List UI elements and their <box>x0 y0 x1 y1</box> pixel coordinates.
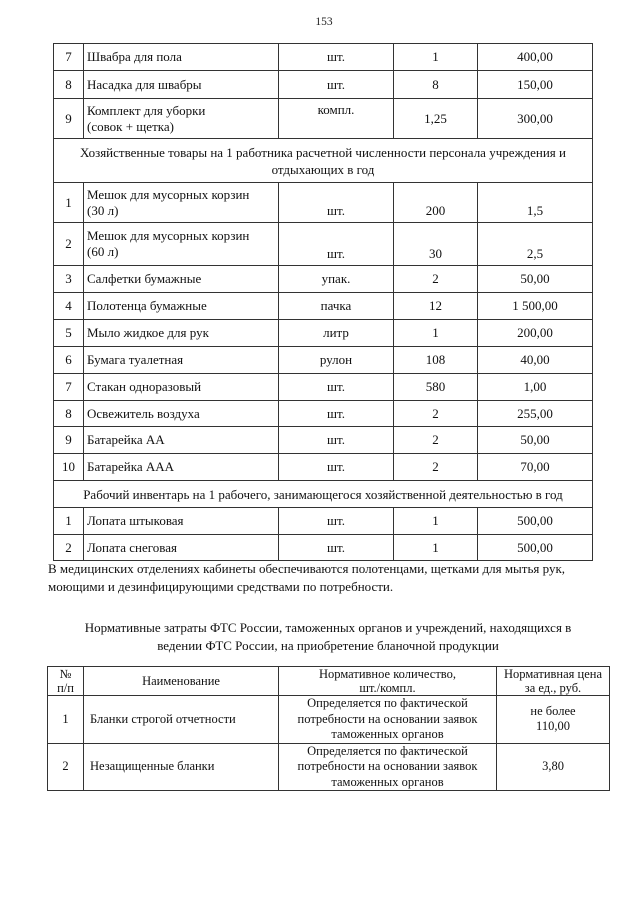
table-row <box>54 71 593 99</box>
header-qty <box>279 667 497 696</box>
cell-unit: шт. <box>279 374 394 401</box>
cell-price: 500,00 <box>478 535 593 561</box>
cell-qty: 8 <box>394 71 478 99</box>
cell-price <box>497 743 610 791</box>
cell-num: 6 <box>54 347 84 374</box>
cell-qty: 30 <box>394 223 478 266</box>
header-line: Нормативное количество, <box>318 667 456 681</box>
cell-name: Насадка для швабры <box>84 71 279 99</box>
cell-qty: 1 <box>394 535 478 561</box>
cell-price: 255,00 <box>478 401 593 427</box>
header-num <box>48 667 84 696</box>
cell-num: 1 <box>54 508 84 535</box>
cell-name: Салфетки бумажные <box>84 266 279 293</box>
cell-num: 5 <box>54 320 84 347</box>
cell-unit: литр <box>279 320 394 347</box>
cell-num: 8 <box>54 71 84 99</box>
header-line: п/п <box>57 681 74 695</box>
cell-qty: 580 <box>394 374 478 401</box>
cell-name: Швабра для пола <box>84 44 279 71</box>
cell-unit: шт. <box>279 535 394 561</box>
forms-table-title <box>47 619 609 655</box>
table-row <box>48 743 610 791</box>
cell-qty: 108 <box>394 347 478 374</box>
cell-price: 70,00 <box>478 454 593 481</box>
title-line: ведении ФТС России, на приобретение бланочной продукции <box>157 638 499 653</box>
cell-qty <box>279 696 497 744</box>
name-line: Комплект для уборки <box>87 102 206 118</box>
section-header-household <box>54 139 593 183</box>
name-line: (30 л) <box>87 202 119 218</box>
table-row <box>54 535 593 561</box>
cell-name: Бланки строгой отчетности <box>84 696 279 744</box>
cell-price: 1 500,00 <box>478 293 593 320</box>
medical-departments-note <box>48 560 618 596</box>
cell-price: 300,00 <box>478 99 593 139</box>
name-line: Мешок для мусорных корзин <box>87 186 250 202</box>
cell-num: 1 <box>54 183 84 223</box>
cell-name: Освежитель воздуха <box>84 401 279 427</box>
name-line: (совок + щетка) <box>87 118 174 134</box>
cell-unit: шт. <box>279 71 394 99</box>
cell-name <box>84 183 279 223</box>
cell-price: 2,5 <box>478 223 593 266</box>
price-line: не более <box>530 703 576 718</box>
cell-num: 2 <box>48 743 84 791</box>
cell-num: 7 <box>54 44 84 71</box>
qty-line: Определяется по фактической <box>307 696 468 710</box>
cell-price: 1,00 <box>478 374 593 401</box>
cell-unit: рулон <box>279 347 394 374</box>
table-row <box>54 401 593 427</box>
cell-price <box>497 696 610 744</box>
cell-qty: 1 <box>394 320 478 347</box>
price-line: 3,80 <box>542 759 564 773</box>
table-row <box>54 266 593 293</box>
cell-num: 9 <box>54 427 84 454</box>
household-goods-table <box>53 43 593 561</box>
header-line: шт./компл. <box>359 681 416 695</box>
section-header-row <box>54 481 593 508</box>
cell-name: Лопата штыковая <box>84 508 279 535</box>
table-row <box>54 183 593 223</box>
section-header-row <box>54 139 593 183</box>
table-row <box>54 374 593 401</box>
qty-line: потребности на основании заявок <box>297 759 478 773</box>
cell-price: 400,00 <box>478 44 593 71</box>
cell-num: 2 <box>54 223 84 266</box>
cell-name: Полотенца бумажные <box>84 293 279 320</box>
cell-unit: упак. <box>279 266 394 293</box>
cell-qty: 1 <box>394 508 478 535</box>
qty-line: потребности на основании заявок <box>297 711 478 726</box>
cell-num: 4 <box>54 293 84 320</box>
cell-num: 7 <box>54 374 84 401</box>
cell-unit: компл. <box>279 99 394 139</box>
header-price <box>497 667 610 696</box>
cell-unit: шт. <box>279 401 394 427</box>
header-line: № <box>59 667 72 681</box>
cell-qty: 2 <box>394 427 478 454</box>
cell-num: 2 <box>54 535 84 561</box>
cell-name <box>84 99 279 139</box>
name-line: (60 л) <box>87 244 119 259</box>
cell-qty: 1,25 <box>394 99 478 139</box>
note-line: В медицинских отделениях кабинеты обеспечиваются полотенцами, щетками для мытья рук, <box>48 561 566 576</box>
header-line: за ед., руб. <box>524 681 582 695</box>
section-line: Хозяйственные товары на 1 работника расчетной численности персонала учреждения и <box>80 144 566 160</box>
title-line: Нормативные затраты ФТС России, таможенных органов и учреждений, находящихся в <box>84 620 572 635</box>
cell-unit: шт. <box>279 454 394 481</box>
cell-qty: 2 <box>394 454 478 481</box>
cell-name: Мыло жидкое для рук <box>84 320 279 347</box>
price-line: 110,00 <box>536 719 570 734</box>
cell-price: 50,00 <box>478 266 593 293</box>
cell-price: 1,5 <box>478 183 593 223</box>
forms-products-table <box>47 666 610 791</box>
cell-price: 200,00 <box>478 320 593 347</box>
cell-qty: 2 <box>394 401 478 427</box>
cell-num: 9 <box>54 99 84 139</box>
cell-unit: шт. <box>279 508 394 535</box>
qty-line: таможенных органов <box>331 727 444 741</box>
cell-name: Батарейка ААА <box>84 454 279 481</box>
cell-unit: пачка <box>279 293 394 320</box>
cell-unit: шт. <box>279 183 394 223</box>
cell-price: 150,00 <box>478 71 593 99</box>
table-row <box>54 44 593 71</box>
section-line: отдыхающих в год <box>271 161 375 177</box>
cell-num: 1 <box>48 696 84 744</box>
qty-line: Определяется по фактической <box>307 743 468 758</box>
cell-unit: шт. <box>279 427 394 454</box>
cell-unit: шт. <box>279 44 394 71</box>
cell-price: 40,00 <box>478 347 593 374</box>
cell-qty: 12 <box>394 293 478 320</box>
section-header-work-equipment: Рабочий инвентарь на 1 рабочего, занимающегося хозяйственной деятельностью в год <box>54 481 593 508</box>
cell-name: Лопата снеговая <box>84 535 279 561</box>
table-row <box>54 427 593 454</box>
qty-line: таможенных органов <box>331 774 444 789</box>
name-line: Мешок для мусорных корзин <box>87 228 250 243</box>
table-row <box>54 320 593 347</box>
cell-price: 50,00 <box>478 427 593 454</box>
table-header-row <box>48 667 610 696</box>
header-name: Наименование <box>84 667 279 696</box>
cell-name <box>84 223 279 266</box>
cell-qty: 2 <box>394 266 478 293</box>
table-row <box>48 696 610 744</box>
cell-qty <box>279 743 497 791</box>
cell-name: Незащищенные бланки <box>84 743 279 791</box>
table-row <box>54 99 593 139</box>
table-row <box>54 347 593 374</box>
header-line: Нормативная цена <box>503 667 603 681</box>
cell-num: 10 <box>54 454 84 481</box>
cell-qty: 1 <box>394 44 478 71</box>
cell-name: Стакан одноразовый <box>84 374 279 401</box>
cell-num: 3 <box>54 266 84 293</box>
cell-name: Бумага туалетная <box>84 347 279 374</box>
cell-price: 500,00 <box>478 508 593 535</box>
cell-name: Батарейка АА <box>84 427 279 454</box>
cell-qty: 200 <box>394 183 478 223</box>
page-number: 153 <box>315 16 333 28</box>
table-row <box>54 454 593 481</box>
cell-unit: шт. <box>279 223 394 266</box>
table-row <box>54 223 593 266</box>
note-line: моющими и дезинфицирующими средствами по потребности. <box>48 579 394 594</box>
table-row <box>54 293 593 320</box>
table-row <box>54 508 593 535</box>
cell-num: 8 <box>54 401 84 427</box>
